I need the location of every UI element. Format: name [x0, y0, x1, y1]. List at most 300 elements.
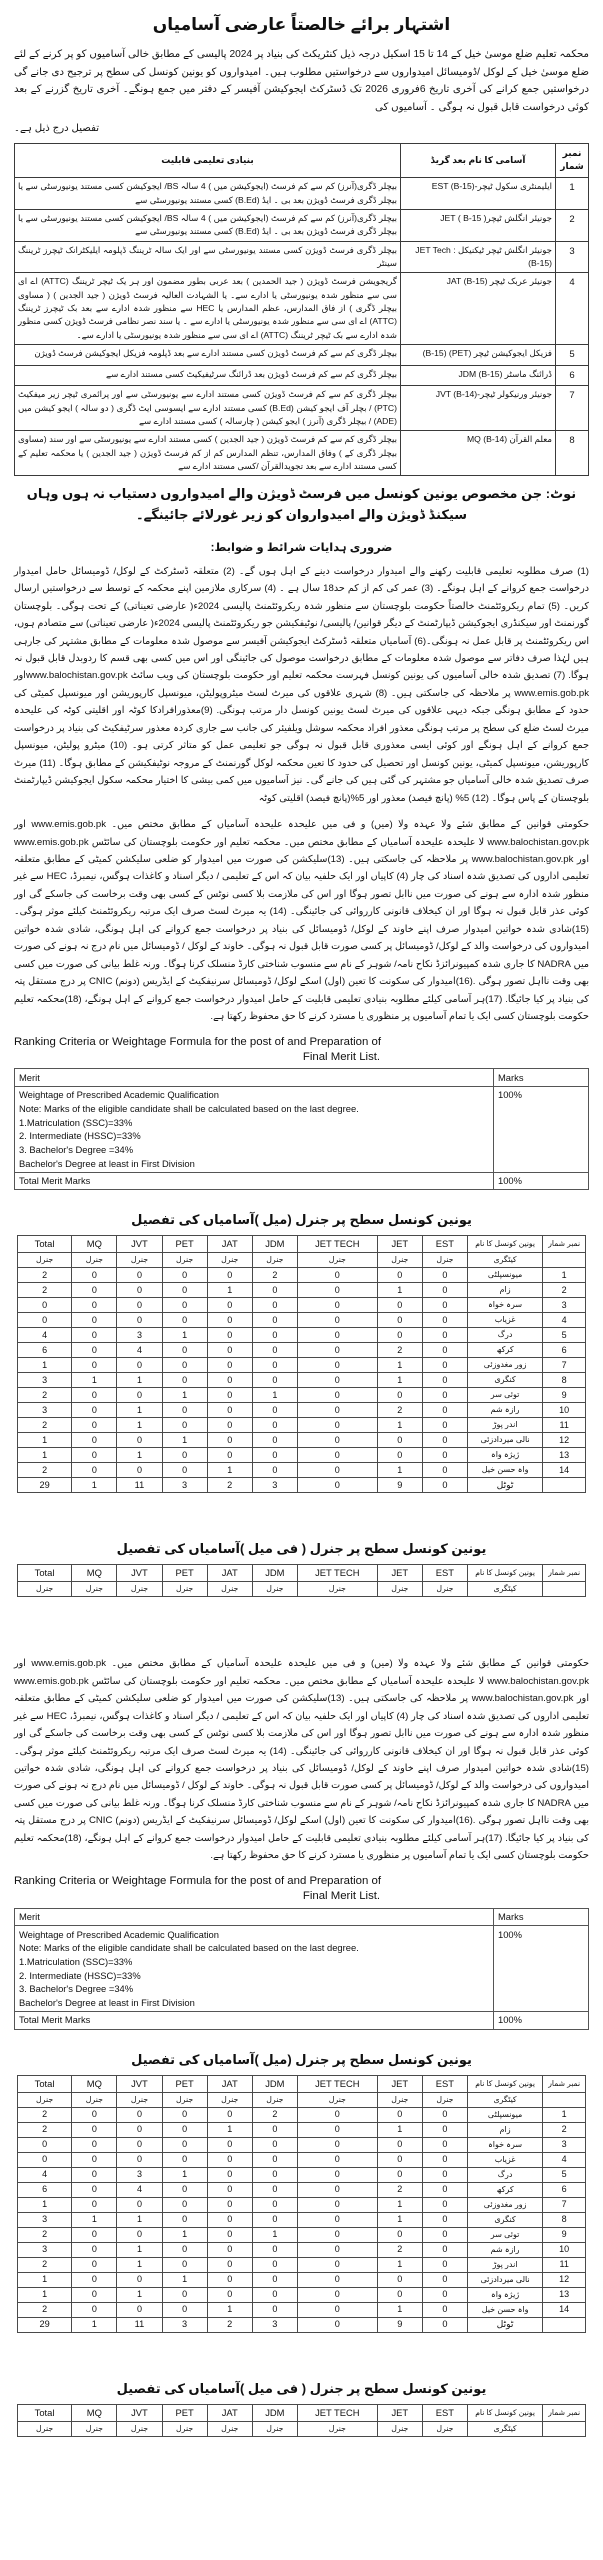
uc-cell-jet_tech: 0	[297, 1268, 377, 1283]
uc-header-jat: JAT	[207, 2404, 252, 2421]
uc-header-sr: نمبر شمار	[543, 1236, 586, 1253]
merit-total-marks-repeat: 100%	[494, 2011, 589, 2029]
uc-cell-est: 0	[422, 2122, 467, 2137]
merit-row1-l2-repeat: 2. Intermediate (HSSC)=33%	[19, 1969, 141, 1981]
uc-category-jdm: جنرل	[252, 1253, 297, 1268]
uc-name-cell: ژیژہ واہ	[467, 2287, 542, 2302]
uc-header-jvt: JVT	[117, 2404, 162, 2421]
uc-totals-row	[17, 1478, 585, 1493]
uc-cell-jat: 0	[207, 1433, 252, 1448]
merit-header-merit-repeat: Merit	[15, 1908, 494, 1926]
uc-cell-est: 0	[422, 1328, 467, 1343]
uc-cell-est: 0	[422, 1283, 467, 1298]
uc-cell-jet: 0	[377, 1448, 422, 1463]
uc-cell-jvt: 1	[117, 1448, 162, 1463]
uc-sr-cell: 14	[543, 1463, 586, 1478]
uc-category-label: کیٹگری	[467, 1582, 542, 1597]
uc-cell-pet: 0	[162, 1298, 207, 1313]
uc-header-est: EST	[422, 2075, 467, 2092]
uc-table-row	[17, 2272, 585, 2287]
uc-cell-total: 0	[17, 1313, 71, 1328]
uc-cell-jvt: 3	[117, 2167, 162, 2182]
uc-cell-est: 0	[422, 2242, 467, 2257]
uc-category-pet: جنرل	[162, 2092, 207, 2107]
merit-title-line1: Ranking Criteria or Weightage Formula for the post of and Preparation of	[14, 1035, 382, 1048]
uc-cell-jvt: 0	[117, 2302, 162, 2317]
uc-cell-jat: 0	[207, 2212, 252, 2227]
intro-paragraph: محکمہ تعلیم ضلع موسیٰ خیل کے 14 تا 15 اسکیل درجہ ذیل کنٹریکٹ کی بنیاد پر 2024 پالیسی کے مطابق خالی آسامیوں کو پر کرنے کے لئے ضلع موسیٰ خیل کے لوکل /ڈومیسائل امیدواروں سے درخواستیں مطلوب ہیں۔ امیدواروں کو یونین کونسل کی سطح پر ترجیح دی جانے گی درخواستیں جمع کرانے کی آخری تاریخ 6فروری 2026 تک ڈسٹرکٹ ایجوکیشن آفیسر کے دفتر میں جمع ہونگے۔ آخری تاریخ گزرنے کے بعد کوئی درخواست قابل قبول نہ ہوگی ۔ آسامیوں کی	[14, 49, 590, 113]
merit-row1-label: Weightage of Prescribed Academic Qualification	[19, 1089, 219, 1101]
uc-cell-pet: 0	[162, 1343, 207, 1358]
uc-name-cell: زام	[467, 2122, 542, 2137]
posts-table-row	[15, 365, 589, 386]
posts-header-qualification: بنیادی تعلیمی قابلیت	[15, 143, 401, 178]
posts-table-row	[15, 344, 589, 365]
uc-cell-est: 0	[422, 2167, 467, 2182]
uc-cell-jdm: 0	[252, 1463, 297, 1478]
uc-sr-cell: 3	[543, 1298, 586, 1313]
uc-name-cell: رازہ شم	[467, 2242, 542, 2257]
uc-cell-jdm: 0	[252, 1433, 297, 1448]
uc-table-row	[17, 2107, 585, 2122]
uc-cell-est: 0	[422, 2302, 467, 2317]
uc-category-mq: جنرل	[72, 1253, 117, 1268]
merit-header-marks-repeat: Marks	[494, 1908, 589, 1926]
uc-cell-jat: 0	[207, 1358, 252, 1373]
uc-cell-total: 2	[17, 1268, 71, 1283]
uc-category-pet: جنرل	[162, 1582, 207, 1597]
uc-cell-jdm: 0	[252, 1418, 297, 1433]
uc-cell-jvt: 0	[117, 2272, 162, 2287]
post-name: ایلیمنٹری سکول ٹیچر-EST (B-15)	[401, 178, 556, 210]
merit-row1-l1: 1.Matriculation (SSC)=33%	[19, 1116, 133, 1128]
uc-total-jvt: 11	[117, 2317, 162, 2332]
uc-cell-mq: 0	[72, 1463, 117, 1478]
post-sr: 8	[556, 431, 589, 476]
uc-cell-mq: 0	[72, 1388, 117, 1403]
uc-header-mq: MQ	[72, 2075, 117, 2092]
uc-table-row	[17, 1373, 585, 1388]
uc-header-pet: PET	[162, 1236, 207, 1253]
uc-table-female-repeat	[17, 2404, 586, 2437]
uc-cell-jdm: 0	[252, 1283, 297, 1298]
uc-cell-jet_tech: 0	[297, 1298, 377, 1313]
uc-cell-jet: 2	[377, 1343, 422, 1358]
uc-cell-est: 0	[422, 1343, 467, 1358]
uc-cell-jat: 0	[207, 1298, 252, 1313]
uc-total-mq: 1	[72, 1478, 117, 1493]
uc-cell-jdm: 0	[252, 1298, 297, 1313]
uc-cell-jdm: 2	[252, 1268, 297, 1283]
uc-cell-mq: 0	[72, 2287, 117, 2302]
uc-cell-jat: 0	[207, 2287, 252, 2302]
uc-cell-mq: 0	[72, 1328, 117, 1343]
uc-cell-jet_tech: 0	[297, 2107, 377, 2122]
uc-cell-est: 0	[422, 1358, 467, 1373]
uc-table-row	[17, 2227, 585, 2242]
uc-cell-total: 0	[17, 2152, 71, 2167]
uc-header-jet: JET	[377, 1565, 422, 1582]
uc-cell-jdm: 0	[252, 2302, 297, 2317]
uc-header-mq: MQ	[72, 1565, 117, 1582]
uc-cell-pet: 0	[162, 1313, 207, 1328]
uc-category-row	[17, 1582, 585, 1597]
merit-row-weightage-repeat	[15, 1926, 589, 2012]
uc-header-jvt: JVT	[117, 2075, 162, 2092]
uc-cell-mq: 0	[72, 1313, 117, 1328]
uc-table-male-title: یونین کونسل سطح پر جنرل (میل )آسامیاں کی تفصیل	[131, 1212, 472, 1228]
post-name: جونیئر عربک ٹیچر (B-15) JAT	[401, 273, 556, 345]
uc-cell-total: 3	[17, 1403, 71, 1418]
uc-cell-jdm: 1	[252, 1388, 297, 1403]
uc-cell-jvt: 3	[117, 1328, 162, 1343]
uc-header-est: EST	[422, 1565, 467, 1582]
uc-sr-cell: 9	[543, 1388, 586, 1403]
post-name: فزیکل ایجوکیشن ٹیچر (PET) (B-15)	[401, 344, 556, 365]
uc-cell-pet: 0	[162, 2257, 207, 2272]
uc-name-cell: نالی میردادزئی	[467, 1433, 542, 1448]
uc-sr-cell: 2	[543, 2122, 586, 2137]
uc-name-cell: رازہ شم	[467, 1403, 542, 1418]
uc-table-row	[17, 1313, 585, 1328]
merit-title-line2: Final Merit List.	[302, 1050, 381, 1063]
uc-sr-cell: 12	[543, 1433, 586, 1448]
post-sr: 7	[556, 386, 589, 431]
uc-cell-mq: 0	[72, 2227, 117, 2242]
uc-cell-jdm: 0	[252, 2257, 297, 2272]
uc-cell-mq: 0	[72, 1298, 117, 1313]
uc-table-row	[17, 1403, 585, 1418]
uc-cell-total: 1	[17, 2287, 71, 2302]
uc-cell-jat: 0	[207, 2227, 252, 2242]
uc-cell-jat: 0	[207, 2182, 252, 2197]
merit-title	[14, 1035, 589, 1066]
uc-category-jvt: جنرل	[117, 2421, 162, 2436]
uc-cell-pet: 0	[162, 2182, 207, 2197]
uc-cell-mq: 0	[72, 2197, 117, 2212]
post-qualification: بیچلر ڈگری(آنرز) کم سے کم فرسٹ (ایجوکیشن میں ) 4 سالہ BS/ ایجوکیشن کسی مستند یونیورسٹی سے یا بیچلر ڈگری فرسٹ ڈویژن بعد بی ۔ ایڈ (B.Ed) کسی مستند یونیورسٹی سے	[15, 210, 401, 242]
uc-category-row	[17, 2092, 585, 2107]
post-qualification: بیچلر ڈگری فرسٹ ڈویژن کسی مستند یونیورسٹی سے اور ایک سالہ ٹریننگ ڈپلومہ ایلیکٹرانک ٹیچرز ٹریننگ سینٹر	[15, 241, 401, 273]
uc-category-total: جنرل	[17, 1582, 71, 1597]
uc-header-total: Total	[17, 2404, 71, 2421]
uc-sr-cell: 12	[543, 2272, 586, 2287]
uc-sr-cell: 14	[543, 2302, 586, 2317]
uc-cell-est: 0	[422, 2152, 467, 2167]
post-qualification: بیچلر ڈگری کم سے کم فرسٹ ڈویژن کسی مستند ادارے سے بعد ڈپلومہ فزیکل ایجوکیشن فرسٹ ڈویژن	[15, 344, 401, 365]
uc-header-mq: MQ	[72, 2404, 117, 2421]
uc-category-label: کیٹگری	[467, 1253, 542, 1268]
uc-cell-jet: 0	[377, 1388, 422, 1403]
uc-category-label: کیٹگری	[467, 2421, 542, 2436]
uc-cell-mq: 0	[72, 2107, 117, 2122]
uc-cell-jdm: 0	[252, 2287, 297, 2302]
uc-cell-jet: 1	[377, 1373, 422, 1388]
uc-cell-jet_tech: 0	[297, 1373, 377, 1388]
uc-cell-jet_tech: 0	[297, 2302, 377, 2317]
uc-total-total: 29	[17, 1478, 71, 1493]
post-sr: 3	[556, 241, 589, 273]
uc-cell-jvt: 0	[117, 1358, 162, 1373]
uc-cell-jet_tech: 0	[297, 2197, 377, 2212]
uc-cell-total: 1	[17, 1358, 71, 1373]
uc-total-jet_tech: 0	[297, 1478, 377, 1493]
uc-category-jet_tech: جنرل	[297, 1582, 377, 1597]
merit-row-total	[15, 1172, 589, 1190]
post-qualification: بیچلر ڈگری کم سے کم فرسٹ ڈویژن بعد ڈرائنگ سرٹیفیکیٹ کسی مستند ادارے سے	[15, 365, 401, 386]
uc-cell-jvt: 4	[117, 2182, 162, 2197]
uc-cell-jdm: 1	[252, 2227, 297, 2242]
uc-table-row	[17, 2152, 585, 2167]
uc-sr-cell: 10	[543, 1403, 586, 1418]
uc-cell-est: 0	[422, 1313, 467, 1328]
conditions-paragraph: (1) صرف مطلوبہ تعلیمی قابلیت رکھنے والے امیدوار درخواست دینے کے اہل ہوں گے۔ (2) متعلقہ ڈسٹرکٹ کے لوکل/ ڈومیسائل حامل امیدوار درخواست جمع کروانے کے اہل ہونگے۔ (3) عمر کی کم از کم حد18 سال ہے ۔ (4) سرکاری ملازمین اپنے محکمہ کے توسط سے درخواستیں ارسال کریں۔ (5) تمام ریکروئٹمنٹ خالصتاً حکومت بلوچستان سے منظور شدہ ریکروئٹمنٹ پالیسی 2024ء( عارضی تعیناتی) کے تحت ہوگی۔ بلوچستان گورنمنٹ اور سیکنڈری ایجوکیشن ڈیپارٹمنٹ کے دیگر قوانین/ پالیسی/ نوٹیفکیشن جو ریکروئٹمنٹ پالیسی 2024ء( عارضی تعیناتی) سے متصادم ہوں، اس ریکروئٹمنٹ پر قابل عمل نہ ہونگی۔(6) آسامیاں متعلقہ ڈسٹرکٹ ایجوکیشن آفیسر سے موصول شدہ معلومات کے مطابق مشتہر کی جارہی ہیں لہٰذا صرف دفاتر سے موصول شدہ معلومات کے مطابق درخواست موصول کی جائینگی اور اس میں کسی بھی قسم کا ردوبدل قابل قبول نہ ہوگا. (7) تصدیق شدہ خالی آسامیوں کی یونین کونسل فہرست محکمہ تعلیم اور حکومت بلوچستان کی ویب سائٹ www.balochistan.gov.pkاور www.emis.gob.pk پر ملاحظہ کی جاسکتی ہیں۔ (8) شہری علاقوں کی میرٹ لسٹ میٹروپولیٹن، میونسپل کارپوریشن اور میونسپل کمیٹی کی حدود کے مطابق ہونگی جبکہ دیہی علاقوں کی میرٹ لسٹ یونین کونسل دار مرتب ہونگی. (9)معذورافرادکا کوٹہ اور اقلیتی کوٹہ کی علیحدہ میرٹ لسٹ ضلع کی سطح پر مرتب ہونگی معذور افراد محکمہ سوشل ویلفیئر کی جانب سے جاری کردہ معذور سرٹیفکیٹ کی بنیاد پر درخواست جمع کروانے کے اہل ہونگے اور کوئی ایسی معذوری قابل قبول نہ ہوگی جو تعلیمی عمل کو متاثر کرتی ہو۔ (10) میٹرو پولیٹن، میونسپل کارپوریشن، میونسپل کمیٹی، یونین کونسل اور تحصیل کی حدود کا تعین محکمہ لوکل گورنمنٹ کے مروجہ نوٹیفکیشن کے مطابق ہوگا۔ (11) میرٹ صرف تصدیق شدہ خالی آسامیاں جو مشتہر کی گئی ہیں کی جانے گی۔ نیز آسامیوں میں کمی بیشی کا اختیار محکمہ سکول ایجوکیشن ڈیپارٹمنٹ بلوچستان کے پاس ہوگا۔ (12) 5% (پانچ فیصد) معذور اور 5%(پانچ فیصد) اقلیتی کوٹہ	[14, 565, 590, 804]
uc-category-sr-blank	[543, 1582, 586, 1597]
uc-cell-jvt: 1	[117, 2212, 162, 2227]
uc-cell-jat: 1	[207, 1283, 252, 1298]
posts-table-header-row	[15, 143, 589, 178]
uc-cell-jet: 1	[377, 2122, 422, 2137]
uc-name-cell: توئی سر	[467, 1388, 542, 1403]
uc-cell-mq: 0	[72, 2257, 117, 2272]
uc-cell-jvt: 0	[117, 2152, 162, 2167]
posts-table-row	[15, 273, 589, 345]
uc-cell-mq: 0	[72, 2182, 117, 2197]
uc-table-row	[17, 1343, 585, 1358]
uc-cell-jvt: 0	[117, 1283, 162, 1298]
uc-totals-row	[17, 2317, 585, 2332]
merit-row1-label-repeat: Weightage of Prescribed Academic Qualification	[19, 1928, 219, 1940]
uc-header-jet: JET	[377, 2404, 422, 2421]
uc-category-pet: جنرل	[162, 2421, 207, 2436]
merit-weightage-cell-repeat	[15, 1926, 494, 2012]
uc-cell-jvt: 1	[117, 2257, 162, 2272]
uc-cell-jet_tech: 0	[297, 1328, 377, 1343]
uc-name-cell: سرہ خواہ	[467, 1298, 542, 1313]
uc-cell-jet_tech: 0	[297, 2212, 377, 2227]
uc-header-jdm: JDM	[252, 1565, 297, 1582]
uc-cell-jet: 2	[377, 2242, 422, 2257]
uc-cell-jdm: 0	[252, 2212, 297, 2227]
uc-header-jet_tech: JET TECH	[297, 2404, 377, 2421]
uc-cell-jvt: 0	[117, 2197, 162, 2212]
uc-cell-jet_tech: 0	[297, 1448, 377, 1463]
uc-cell-pet: 1	[162, 2227, 207, 2242]
uc-cell-pet: 0	[162, 2197, 207, 2212]
uc-category-total: جنرل	[17, 2092, 71, 2107]
uc-cell-jet: 0	[377, 2287, 422, 2302]
uc-name-cell: میونسپلٹی	[467, 2107, 542, 2122]
conditions-paragraph-repeat: حکومتی قوانین کے مطابق شئے ولا عہدہ ولا (میں) و فی میں علیحدہ علیحدہ آسامیاں کے مطابق مختص میں۔ www.emis.gob.pk اور www.balochistan.gov.pk لا علیحدہ علیحدہ آسامیاں کے مطابق مختص میں۔ محکمہ تعلیم اور حکومت بلوچستان کی سائٹس www.emis.gob.pk اور www.balochistan.gov.pk پر ملاحظہ کی جاسکتی ہیں۔ (13)سلیکشن کی صورت میں امیدوار کو ضلعی سلیکشن کمیٹی کے مطابق متعلقہ تعلیمی اداروں کی تصدیق شدہ اسناد کی چار (4) کاپیاں اور ایک حلفیہ بیان کہ اس کے تعلیمی / دیگر اسناد و کاغذات ہوگس، نیمبرڈ، HEC سے غیر منظور شدہ ادارہ سے ہونے کی صورت میں ناابل تصور ہوگا اور اس کی ملازمت بلا کسی نوٹس کے کسی بھی وقت برخاست کی جاسکے گی اور کوئی عذر قابل قبول نہ ہوگا اور ان کیخلاف قانونی کارروائی کی جائینگی۔ (14) یہ میرٹ لسٹ صرف ایک مرتبہ ریکروئٹمنٹ کیلئے موثر ہوگی۔ (15)شادی شدہ خواتین امیدوار صرف اپنے خاوند کے لوکل/ ڈومیسائل کی بنیاد پر درخواست جمع کروانے کی اہل ہونگی، شادی شدہ خواتین امیدواروں کی درخواست والد کے لوکل/ ڈومیسائل پر کسی صورت قابل قبول نہ ہوگی۔ خاوند کے لوکل / ڈومیسائل میں نام درج نہ ہونے کی صورت میں NADRA کا جاری شدہ کمپیونرائزڈ نکاح نامہ/ شوہر کے نام سے منسوب شناختی کارڈ منسلک کرنا ہوگا۔ ورنہ غلط بیانی کی صورت میں کسی بھی وقت نااہل تصور ہوگی .(16)امیدوار کی سکونت کا تعین (اول) اسکے لوکل/ ڈومیسائل سرنیفکیٹ کے ایڈریس (دونم) CNIC پر درج مستقل پتہ کی بنیاد پر کیا جائیگا. (17)ہر آسامی کیلئے مطلوبہ بنیادی تعلیمی قابلیت کے حامل امیدوار درخواست جمع کروانے کے اہل ہونگے، (18)محکمہ تعلیم حکومت بلوچستان کسی ایک یا تمام آسامیوں پر منظوری یا مسترد کرنے کا حق محفوظ رکھتا ہے.	[14, 1658, 590, 1862]
merit-title-repeat-line1: Ranking Criteria or Weightage Formula for the post of and Preparation of	[14, 1874, 382, 1887]
uc-total-sr-blank	[543, 2317, 586, 2332]
uc-category-jet: جنرل	[377, 2092, 422, 2107]
uc-header-jet: JET	[377, 2075, 422, 2092]
uc-category-jet: جنرل	[377, 2421, 422, 2436]
uc-cell-jat: 0	[207, 1373, 252, 1388]
uc-category-jat: جنرل	[207, 2421, 252, 2436]
uc-cell-est: 0	[422, 2182, 467, 2197]
uc-cell-jat: 0	[207, 1343, 252, 1358]
uc-cell-jdm: 0	[252, 2272, 297, 2287]
uc-header-jvt: JVT	[117, 1236, 162, 1253]
uc-category-row	[17, 1253, 585, 1268]
uc-cell-total: 2	[17, 2107, 71, 2122]
uc-category-jet: جنرل	[377, 1253, 422, 1268]
uc-sr-cell: 1	[543, 1268, 586, 1283]
uc-cell-jat: 0	[207, 1328, 252, 1343]
uc-cell-jet: 0	[377, 2152, 422, 2167]
merit-row1-marks: 100%	[494, 1086, 589, 1172]
merit-row-total-repeat	[15, 2011, 589, 2029]
uc-cell-jet: 1	[377, 1463, 422, 1478]
uc-cell-est: 0	[422, 1463, 467, 1478]
uc-cell-pet: 0	[162, 2212, 207, 2227]
uc-cell-jet: 0	[377, 1313, 422, 1328]
uc-header-mq: MQ	[72, 1236, 117, 1253]
uc-header-est: EST	[422, 2404, 467, 2421]
uc-cell-total: 3	[17, 2242, 71, 2257]
uc-sr-cell: 6	[543, 1343, 586, 1358]
uc-sr-cell: 13	[543, 2287, 586, 2302]
uc-cell-total: 2	[17, 2122, 71, 2137]
uc-header-jet_tech: JET TECH	[297, 2075, 377, 2092]
uc-name-cell: غزیاب	[467, 1313, 542, 1328]
uc-header-row	[17, 2075, 585, 2092]
uc-sr-cell: 13	[543, 1448, 586, 1463]
merit-row1-note: Note: Marks of the eligible candidate shall be calculated based on the last degree.	[19, 1103, 359, 1115]
uc-table-row	[17, 2257, 585, 2272]
merit-table	[14, 1068, 589, 1190]
posts-header-post: آسامی کا نام بعد گریڈ	[401, 143, 556, 178]
post-sr: 1	[556, 178, 589, 210]
uc-cell-jet: 0	[377, 2137, 422, 2152]
uc-cell-jdm: 2	[252, 2107, 297, 2122]
uc-header-est: EST	[422, 1236, 467, 1253]
uc-sr-cell: 4	[543, 1313, 586, 1328]
uc-header-jat: JAT	[207, 1565, 252, 1582]
uc-name-cell: توئی سر	[467, 2227, 542, 2242]
merit-table-repeat	[14, 1908, 589, 2030]
uc-cell-mq: 0	[72, 1433, 117, 1448]
uc-table-row	[17, 2182, 585, 2197]
uc-category-sr-blank	[543, 1253, 586, 1268]
uc-category-jet_tech: جنرل	[297, 1253, 377, 1268]
uc-category-jat: جنرل	[207, 1253, 252, 1268]
uc-cell-jat: 1	[207, 2302, 252, 2317]
uc-cell-jvt: 0	[117, 1298, 162, 1313]
uc-table-female-title-repeat: یونین کونسل سطح پر جنرل ( فی میل )آسامیاں کی تفصیل	[116, 2380, 487, 2396]
uc-table-male-repeat	[17, 2075, 586, 2333]
uc-category-est: جنرل	[422, 1582, 467, 1597]
uc-cell-jdm: 0	[252, 1328, 297, 1343]
uc-cell-total: 4	[17, 1328, 71, 1343]
uc-category-jvt: جنرل	[117, 1582, 162, 1597]
uc-name-cell: ژیژہ واہ	[467, 1448, 542, 1463]
uc-cell-pet: 0	[162, 1463, 207, 1478]
uc-cell-jdm: 0	[252, 2152, 297, 2167]
merit-total-label-repeat: Total Merit Marks	[15, 2011, 494, 2029]
uc-cell-jet: 1	[377, 2302, 422, 2317]
uc-total-label: ٹوٹل	[467, 1478, 542, 1493]
posts-table	[14, 143, 589, 477]
uc-cell-jat: 0	[207, 1418, 252, 1433]
uc-header-total: Total	[17, 1236, 71, 1253]
uc-cell-jat: 1	[207, 2122, 252, 2137]
uc-table-female-title: یونین کونسل سطح پر جنرل ( فی میل )آسامیاں کی تفصیل	[116, 1541, 487, 1557]
uc-total-jet: 9	[377, 1478, 422, 1493]
uc-cell-mq: 0	[72, 2272, 117, 2287]
uc-cell-mq: 1	[72, 1373, 117, 1388]
uc-cell-total: 2	[17, 2257, 71, 2272]
uc-name-cell: واہ حسن خیل	[467, 2302, 542, 2317]
uc-header-pet: PET	[162, 2075, 207, 2092]
uc-cell-jet_tech: 0	[297, 1343, 377, 1358]
merit-header-row	[15, 1069, 589, 1087]
uc-cell-pet: 0	[162, 1403, 207, 1418]
uc-cell-jdm: 0	[252, 1313, 297, 1328]
uc-table-row	[17, 1283, 585, 1298]
uc-total-jdm: 3	[252, 2317, 297, 2332]
uc-cell-mq: 0	[72, 1403, 117, 1418]
post-sr: 5	[556, 344, 589, 365]
post-name: معلم القرآن (B-14) MQ	[401, 431, 556, 476]
uc-table-row	[17, 1448, 585, 1463]
uc-cell-jdm: 0	[252, 1358, 297, 1373]
uc-cell-total: 2	[17, 2302, 71, 2317]
uc-sr-cell: 9	[543, 2227, 586, 2242]
uc-table-row	[17, 2287, 585, 2302]
uc-table-row	[17, 1418, 585, 1433]
uc-cell-est: 0	[422, 1373, 467, 1388]
uc-name-cell: سرہ خواہ	[467, 2137, 542, 2152]
uc-cell-jet_tech: 0	[297, 2287, 377, 2302]
uc-cell-mq: 1	[72, 2212, 117, 2227]
uc-table-row	[17, 2302, 585, 2317]
uc-category-total: جنرل	[17, 1253, 71, 1268]
uc-cell-mq: 0	[72, 2242, 117, 2257]
uc-total-sr-blank	[543, 1478, 586, 1493]
conditions-heading: ضروری ہدایات شرائط و ضوابط:	[210, 541, 393, 554]
uc-cell-pet: 0	[162, 2152, 207, 2167]
uc-total-pet: 3	[162, 1478, 207, 1493]
uc-category-jet_tech: جنرل	[297, 2092, 377, 2107]
uc-cell-pet: 0	[162, 1283, 207, 1298]
uc-cell-jet: 2	[377, 1403, 422, 1418]
uc-cell-pet: 1	[162, 1388, 207, 1403]
uc-cell-jvt: 0	[117, 2227, 162, 2242]
uc-category-mq: جنرل	[72, 2421, 117, 2436]
uc-category-jdm: جنرل	[252, 2092, 297, 2107]
uc-table-row	[17, 1433, 585, 1448]
uc-sr-cell: 11	[543, 1418, 586, 1433]
uc-table-row	[17, 2167, 585, 2182]
uc-header-jet: JET	[377, 1236, 422, 1253]
uc-category-jat: جنرل	[207, 1582, 252, 1597]
uc-name-cell: درگ	[467, 2167, 542, 2182]
uc-cell-jat: 0	[207, 1448, 252, 1463]
uc-sr-cell: 6	[543, 2182, 586, 2197]
uc-table-row	[17, 1298, 585, 1313]
uc-total-jet: 9	[377, 2317, 422, 2332]
uc-cell-total: 6	[17, 1343, 71, 1358]
uc-name-cell: کنگری	[467, 1373, 542, 1388]
uc-header-jet_tech: JET TECH	[297, 1236, 377, 1253]
uc-cell-est: 0	[422, 1448, 467, 1463]
uc-header-jdm: JDM	[252, 1236, 297, 1253]
uc-total-jet_tech: 0	[297, 2317, 377, 2332]
uc-cell-total: 3	[17, 2212, 71, 2227]
